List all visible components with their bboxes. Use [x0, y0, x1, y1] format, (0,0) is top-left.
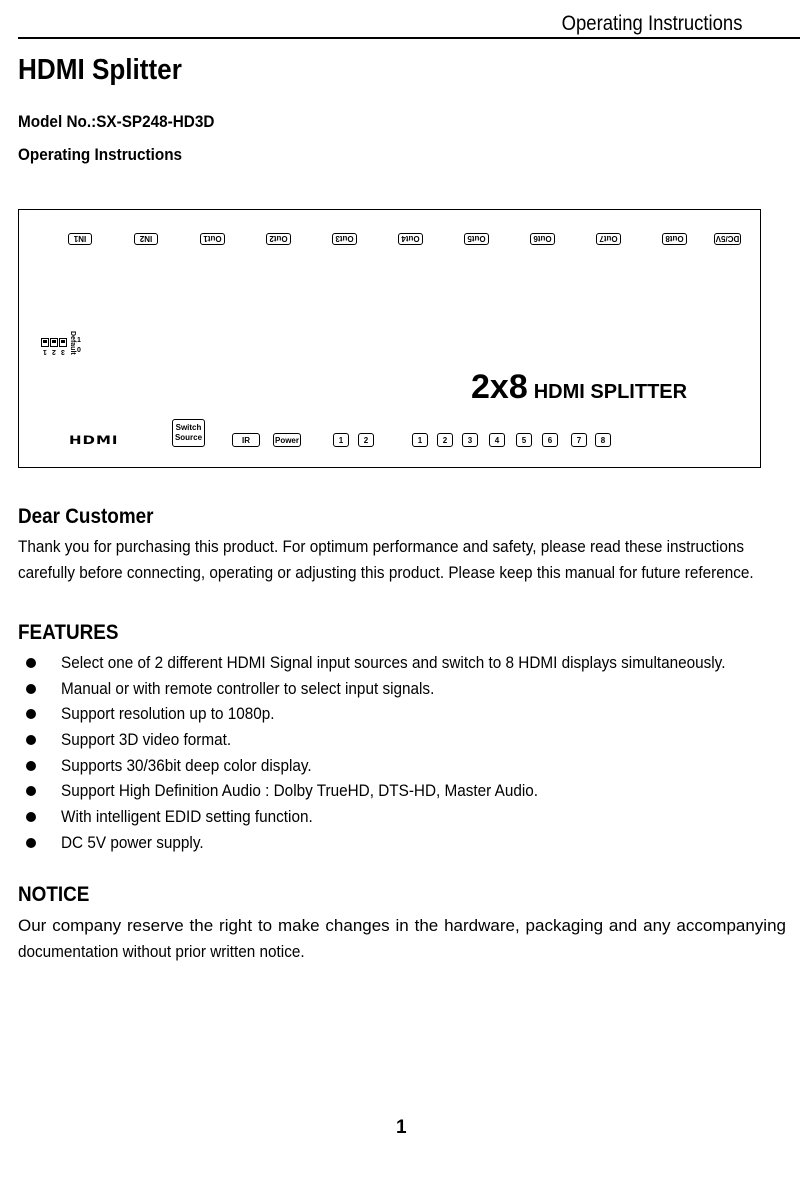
switch-label: Switch: [175, 423, 202, 432]
output-led-6: 6: [542, 433, 558, 447]
brand-text: [471, 368, 687, 407]
dip-switch: [41, 331, 83, 357]
notice-paragraph: [18, 913, 786, 965]
port-out5: Out5: [464, 233, 489, 245]
bullet-icon: [26, 838, 36, 848]
document-title: HDMI Splitter: [18, 54, 182, 86]
output-led-2: 2: [437, 433, 453, 447]
document-subtitle: Operating Instructions: [18, 145, 183, 164]
port-out3: Out3: [332, 233, 357, 245]
header-rule: [18, 37, 800, 39]
input-led-1: 1: [333, 433, 349, 447]
dear-customer-heading: Dear Customer: [18, 505, 154, 528]
port-out7: Out7: [596, 233, 621, 245]
port-in1: IN1: [68, 233, 92, 245]
bullet-icon: [26, 709, 36, 719]
dip-default-label: Default: [69, 331, 76, 355]
port-out1: Out1: [200, 233, 225, 245]
features-heading: FEATURES: [18, 621, 119, 644]
bullet-icon: [26, 684, 36, 694]
dear-customer-line-2: carefully before connecting, operating or adjusting this product. Please keep this manual for future reference.: [18, 563, 754, 582]
dip-number-3: 3: [61, 348, 65, 355]
notice-heading: NOTICE: [18, 883, 90, 906]
dip-switch-3: [59, 338, 67, 347]
bullet-icon: [26, 812, 36, 822]
dip-state-on: 1: [77, 337, 81, 344]
dear-customer-paragraph: [18, 534, 786, 586]
hdmi-logo: HDMI: [69, 433, 119, 447]
port-out8: Out8: [662, 233, 687, 245]
port-out6: Out6: [530, 233, 555, 245]
notice-line-2: documentation without prior written notice.: [18, 942, 305, 961]
dear-customer-line-1: Thank you for purchasing this product. For optimum performance and safety, please read these instructions: [18, 537, 744, 556]
bullet-icon: [26, 786, 36, 796]
splitter-panel-illustration: [18, 209, 761, 468]
dip-switch-1: [41, 338, 49, 347]
model-number: Model No.:SX-SP248-HD3D: [18, 112, 215, 131]
output-led-3: 3: [462, 433, 478, 447]
power-led: Power: [273, 433, 301, 447]
port-dc5v: DC/5V: [715, 234, 740, 243]
bullet-icon: [26, 761, 36, 771]
bullet-icon: [26, 735, 36, 745]
source-label: Source: [174, 433, 203, 442]
dip-number-2: 2: [52, 348, 56, 355]
running-header: Operating Instructions: [561, 12, 742, 35]
dip-switch-2: [50, 338, 58, 347]
page-number: 1: [396, 1117, 407, 1138]
port-in2: IN2: [134, 233, 158, 245]
port-out4: Out4: [398, 233, 423, 245]
switch-source-button: [172, 419, 205, 447]
bullet-icon: [26, 658, 36, 668]
brand-name: HDMI SPLITTER: [533, 381, 688, 403]
dip-number-1: 1: [43, 348, 47, 355]
output-led-5: 5: [516, 433, 532, 447]
input-led-2: 2: [358, 433, 374, 447]
output-led-1: 1: [412, 433, 428, 447]
output-led-4: 4: [489, 433, 505, 447]
port-out2: Out2: [266, 233, 291, 245]
output-led-7: 7: [571, 433, 587, 447]
brand-model: 2x8: [471, 368, 528, 406]
notice-line-1: Our company reserve the right to make changes in the hardware, packaging and any accompanying: [18, 916, 786, 935]
dip-state-off: 0: [77, 347, 81, 354]
ir-sensor: IR: [232, 433, 260, 447]
output-led-8: 8: [595, 433, 611, 447]
